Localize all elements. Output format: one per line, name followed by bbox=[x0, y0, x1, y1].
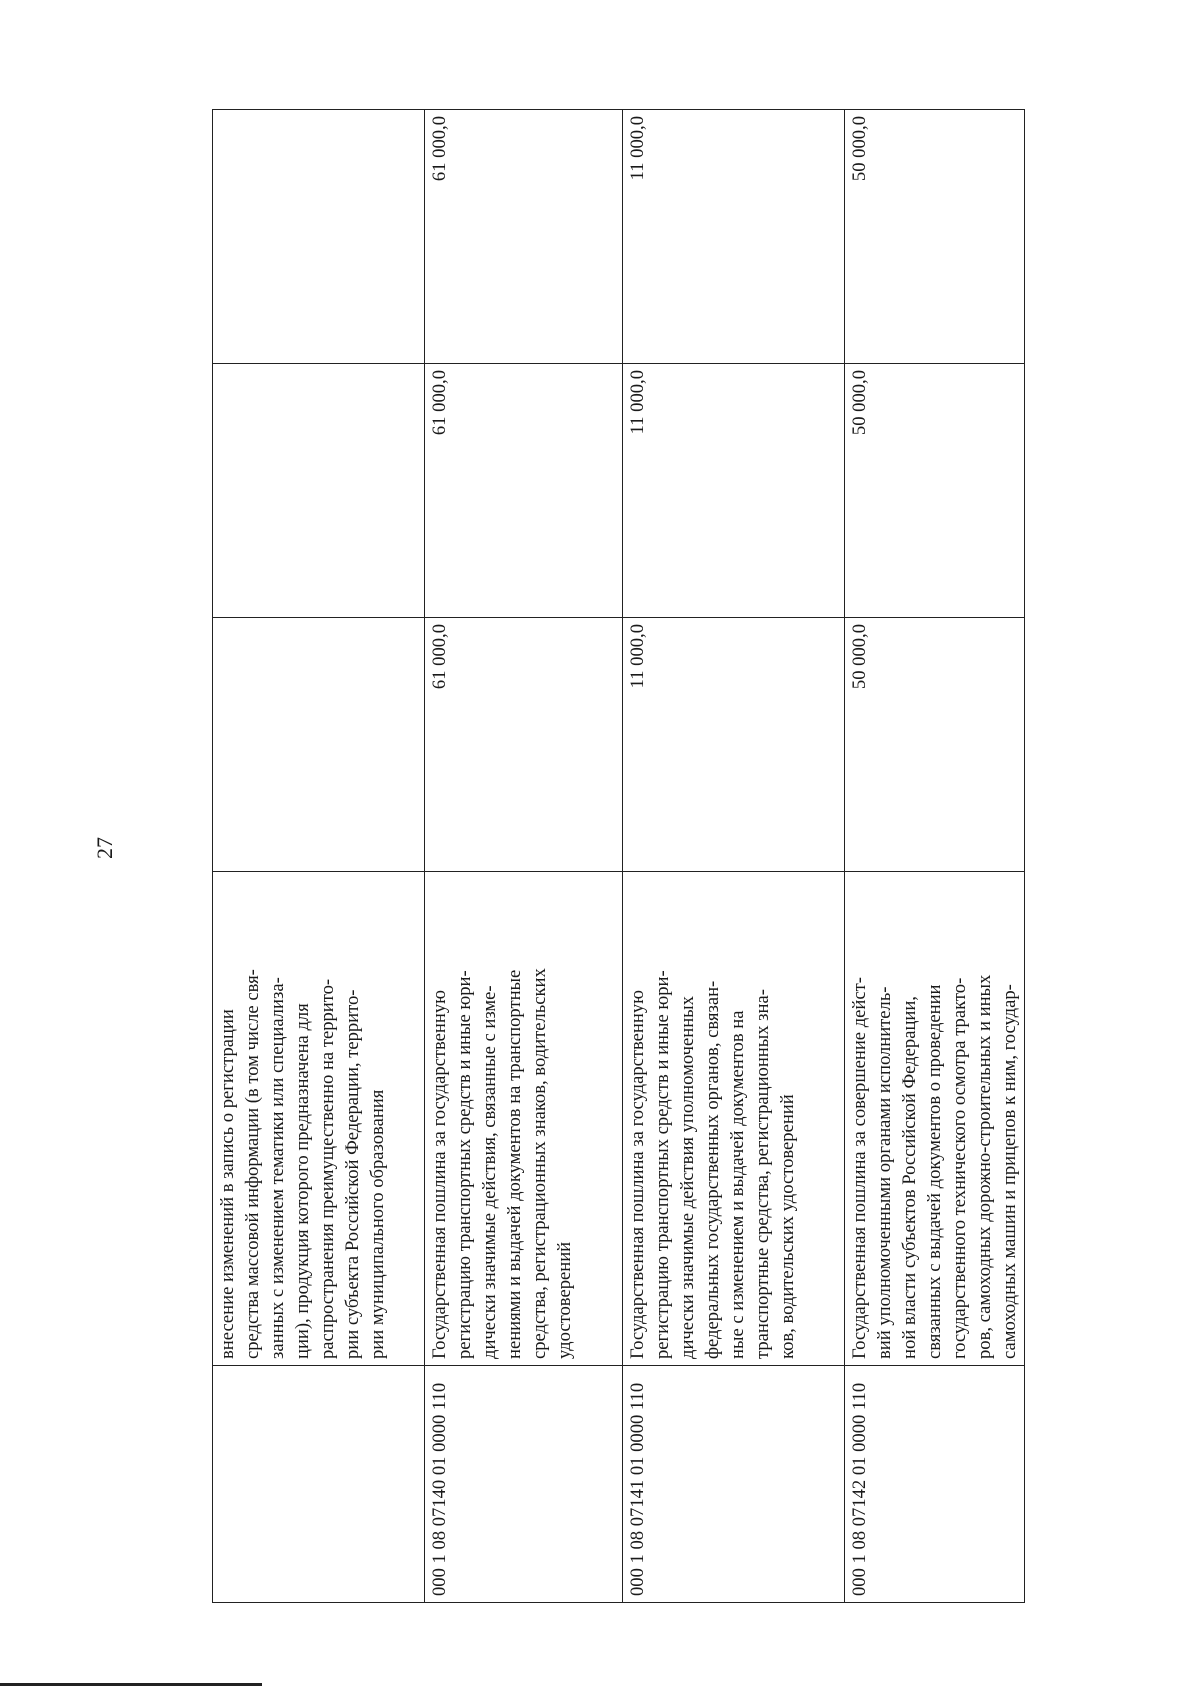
table-row bbox=[623, 110, 845, 1603]
amount-cell: 50 000,0 bbox=[845, 618, 1025, 872]
page-number-text: 27 bbox=[92, 837, 117, 859]
code-cell bbox=[213, 1366, 425, 1603]
amount-cell: 61 000,0 bbox=[425, 110, 623, 364]
amount-cell: 11 000,0 bbox=[623, 364, 845, 618]
description-line: дически значимые действия, связанные с изме- bbox=[479, 985, 500, 1359]
table-row bbox=[845, 110, 1025, 1603]
code-cell: 000 1 08 07140 01 0000 110 bbox=[425, 1366, 623, 1603]
description-line: средства, регистрационных знаков, водительских bbox=[529, 968, 550, 1359]
description-line: ров, самоходных дорожно-строительных и иных bbox=[974, 974, 995, 1359]
description-line: транспортные средства, регистрационных зна- bbox=[752, 989, 773, 1359]
description-line: ные с изменением и выдачей документов на bbox=[727, 1010, 748, 1359]
description-line: внесение изменений в запись о регистрации bbox=[217, 1009, 238, 1359]
description-line: связанных с выдачей документов о проведении bbox=[924, 984, 945, 1359]
amount-cell: 61 000,0 bbox=[425, 618, 623, 872]
description-line: Государственная пошлина за государственную bbox=[627, 989, 648, 1359]
scan-edge-mark bbox=[0, 1683, 262, 1686]
description-line: распространения преимущественно на террито- bbox=[317, 978, 338, 1359]
amount-cell: 50 000,0 bbox=[845, 110, 1025, 364]
description-line: занных с изменением тематики или специализа- bbox=[267, 977, 288, 1359]
description-line: Государственная пошлина за совершение дейст- bbox=[849, 977, 870, 1359]
amount-cell bbox=[213, 618, 425, 872]
description-line: удостоверений bbox=[554, 1241, 575, 1359]
description-line: регистрацию транспортных средств и иные юри- bbox=[454, 970, 475, 1359]
description-line: рии субъекта Российской Федерации, террито- bbox=[342, 989, 363, 1359]
description-line: государственного технического осмотра тракто- bbox=[949, 977, 970, 1359]
description-cell bbox=[623, 872, 845, 1366]
description-line: ной власти субъектов Российской Федерации, bbox=[899, 996, 920, 1359]
description-line: вий уполномоченными органами исполнитель- bbox=[874, 986, 895, 1359]
description-line: Государственная пошлина за государственную bbox=[429, 989, 450, 1359]
page-number bbox=[90, 828, 120, 868]
code-cell: 000 1 08 07142 01 0000 110 bbox=[845, 1366, 1025, 1603]
amount-cell: 61 000,0 bbox=[425, 364, 623, 618]
code-cell: 000 1 08 07141 01 0000 110 bbox=[623, 1366, 845, 1603]
description-line: ков, водительских удостоверений bbox=[777, 1094, 798, 1359]
description-line: федеральных государственных органов, связан- bbox=[702, 980, 723, 1359]
amount-cell bbox=[213, 110, 425, 364]
amount-cell: 11 000,0 bbox=[623, 110, 845, 364]
description-line: нениями и выдачей документов на транспортные bbox=[504, 969, 525, 1359]
description-cell bbox=[425, 872, 623, 1366]
description-line: дически значимые действия уполномоченных bbox=[677, 996, 698, 1359]
description-cell bbox=[213, 872, 425, 1366]
amount-cell bbox=[213, 364, 425, 618]
description-line: рии муниципального образования bbox=[367, 1089, 388, 1359]
description-line: самоходных машин и прицепов к ним, государ- bbox=[999, 984, 1020, 1359]
amount-cell: 11 000,0 bbox=[623, 618, 845, 872]
table-row bbox=[425, 110, 623, 1603]
description-line: средства массовой информации (в том числе свя- bbox=[242, 969, 263, 1359]
description-line: регистрацию транспортных средств и иные юри- bbox=[652, 970, 673, 1359]
amount-cell: 50 000,0 bbox=[845, 364, 1025, 618]
description-line: ции), продукция которого предназначена для bbox=[292, 1003, 313, 1359]
table-row bbox=[213, 110, 425, 1603]
budget-revenue-table bbox=[212, 109, 1025, 1603]
description-cell bbox=[845, 872, 1025, 1366]
rotated-table-wrapper bbox=[212, 110, 1020, 1603]
